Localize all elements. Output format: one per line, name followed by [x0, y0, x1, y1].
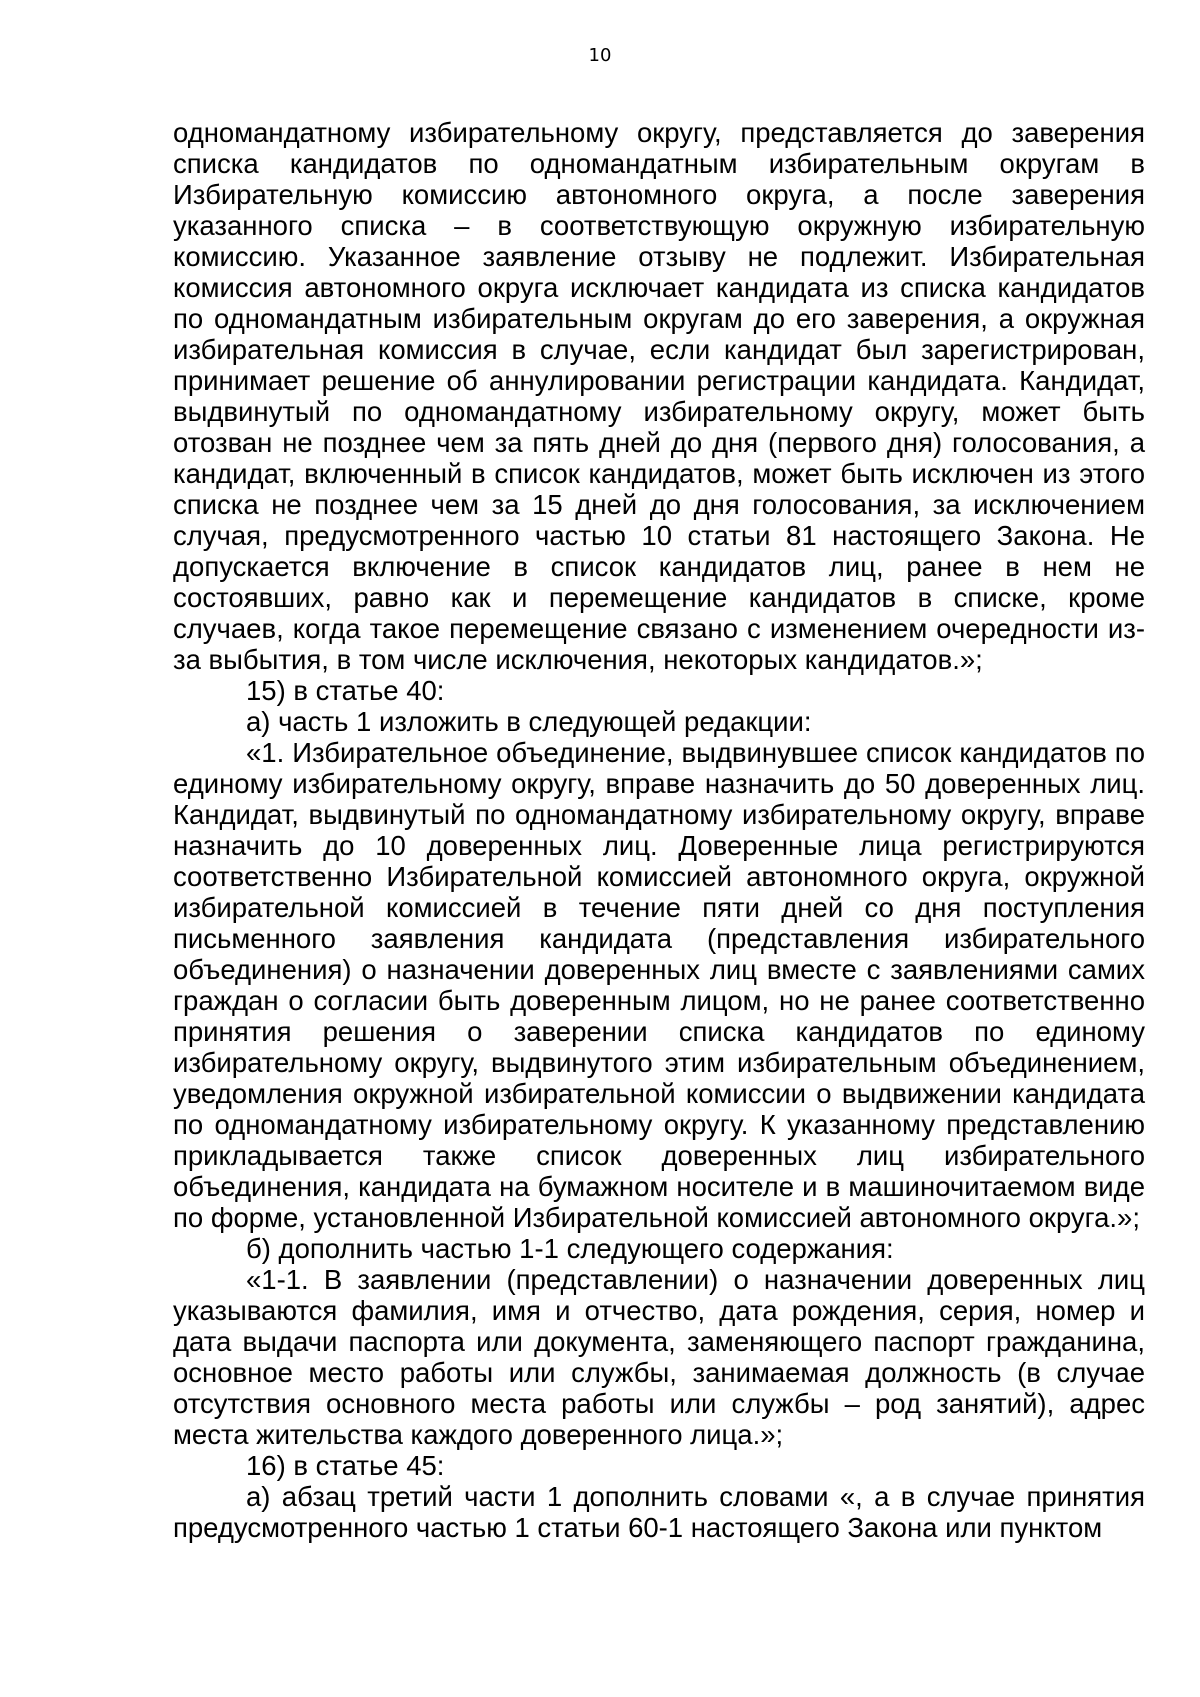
paragraph-item-15: 15) в статье 40:: [246, 675, 445, 706]
page-number: 10: [588, 45, 612, 66]
paragraph-subitem-a-art45: а) абзац третий части 1 дополнить словами «, а в случае принятия предусмотренного частью 1 статьи 60-1 настоящего Закона или пунктом: [173, 1481, 1145, 1543]
paragraph-quote-part-1: «1. Избирательное объединение, выдвинувшее список кандидатов по единому избирательному округу, вправе назначить до 50 доверенных лиц. Кандидат, выдвинутый по одномандатному избирательному округу, вправе назначить до 10 доверенных лиц. Доверенные лица регистрируются соответственно Избирательной комиссией автономного округа, окружной избирательной комиссией в течение пяти дней со дня поступления письменного заявления кандидата (представления избирательного объединения) о назначении доверенных лиц вместе с заявлениями самих граждан о согласии быть доверенным лицом, но не ранее соответственно принятия решения о заверении списка кандидатов по единому избирательному округу, выдвинутого этим избирательным объединением, уведомления окружной избирательной комиссии о выдвижении кандидата по одномандатному избирательному округу. К указанному представлению прикладывается также список доверенных лиц избирательного объединения, кандидата на бумажном носителе и в машиночитаемом виде по форме, установленной Избирательной комиссией автономного округа.»;: [173, 737, 1145, 1233]
paragraph-subitem-a: а) часть 1 изложить в следующей редакции:: [246, 706, 812, 737]
paragraph-subitem-b: б) дополнить частью 1-1 следующего содержания:: [246, 1233, 894, 1264]
paragraph-continuation: одномандатному избирательному округу, представляется до заверения списка кандидатов по одномандатным избирательным округам в Избирательную комиссию автономного округа, а после заверения указанного списка – в соответствующую окружную избирательную комиссию. Указанное заявление отзыву не подлежит. Избирательная комиссия автономного округа исключает кандидата из списка кандидатов по одномандатным избирательным округам до его заверения, а окружная избирательная комиссия в случае, если кандидат был зарегистрирован, принимает решение об аннулировании регистрации кандидата. Кандидат, выдвинутый по одномандатному избирательному округу, может быть отозван не позднее чем за пять дней до дня (первого дня) голосования, а кандидат, включенный в список кандидатов, может быть исключен из этого списка не позднее чем за 15 дней до дня голосования, за исключением случая, предусмотренного частью 10 статьи 81 настоящего Закона. Не допускается включение в список кандидатов лиц, ранее в нем не состоявших, равно как и перемещение кандидатов в списке, кроме случаев, когда такое перемещение связано с изменением очередности из-за выбытия, в том числе исключения, некоторых кандидатов.»;: [173, 117, 1145, 675]
document-body: [173, 117, 1145, 1543]
paragraph-quote-part-1-1: «1-1. В заявлении (представлении) о назначении доверенных лиц указываются фамилия, имя и отчество, дата рождения, серия, номер и дата выдачи паспорта или документа, заменяющего паспорт гражданина, основное место работы или службы, занимаемая должность (в случае отсутствия основного места работы или службы – род занятий), адрес места жительства каждого доверенного лица.»;: [173, 1264, 1145, 1450]
paragraph-item-16: 16) в статье 45:: [246, 1450, 445, 1481]
